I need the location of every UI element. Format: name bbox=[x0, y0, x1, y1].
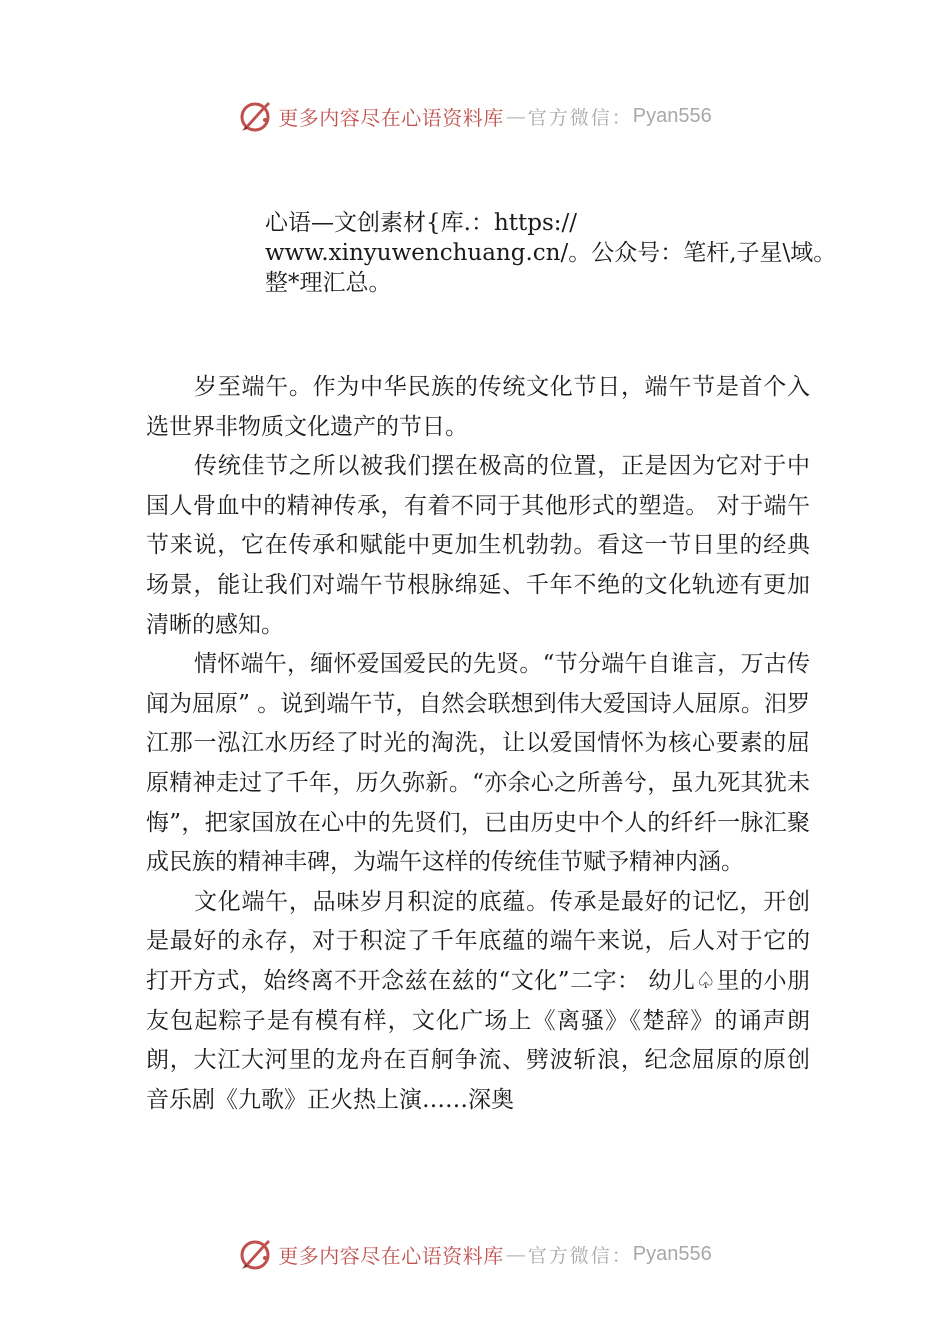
banner-wechat-label: 官方微信： bbox=[527, 106, 633, 129]
banner-slogan: 更多内容尽在心语资料库 bbox=[278, 1243, 504, 1268]
pen-logo-icon bbox=[238, 1236, 274, 1272]
paragraph-3: 情怀端午，缅怀爱国爱民的先贤。“节分端午自谁言，万古传闻为屈原” 。说到端午节，自然会联想到伟大爱国诗人屈原。汨罗江那一泓江水历经了时光的淘洗，让以爱国情怀为核心要素的屈原精神走过了千年，历久弥新。“亦余心之所善兮，虽九死其犹未悔”，把家国放在心中的先贤们，已由历史中个人的纤纤一脉汇聚成民族的精神丰碑，为端午这样的传统佳节赋予精神内涵。 bbox=[146, 651, 810, 876]
banner-wechat-label: 官方微信： bbox=[527, 1244, 633, 1267]
footer-banner bbox=[0, 1234, 950, 1274]
banner-wechat-id: Pyan556 bbox=[632, 1242, 712, 1265]
header-banner bbox=[0, 96, 950, 136]
source-note bbox=[265, 208, 865, 298]
paragraph-1: 岁至端午。作为中华民族的传统文化节日，端午节是首个入选世界非物质文化遗产的节日。 bbox=[146, 374, 810, 440]
banner-dash: — bbox=[505, 104, 526, 128]
pen-logo-icon bbox=[238, 98, 274, 134]
source-line-2: www.xinyuwenchuang.cn/。公众号：笔杆,子星\域。 bbox=[265, 240, 837, 266]
banner-slogan: 更多内容尽在心语资料库 bbox=[278, 105, 504, 130]
banner-dash: — bbox=[505, 1242, 526, 1266]
source-line-1: 心语—文创素材{库.：https:// bbox=[265, 210, 578, 236]
article-body bbox=[146, 368, 810, 1120]
source-line-3: 整*理汇总。 bbox=[265, 270, 392, 296]
banner-wechat-id: Pyan556 bbox=[632, 104, 712, 127]
paragraph-2: 传统佳节之所以被我们摆在极高的位置，正是因为它对于中国人骨血中的精神传承，有着不同于其他形式的塑造。 对于端午节来说，它在传承和赋能中更加生机勃勃。看这一节日里的经典场景，能让我们对端午节根脉绵延、千年不绝的文化轨迹有更加清晰的感知。 bbox=[146, 453, 810, 638]
paragraph-4: 文化端午，品味岁月积淀的底蕴。传承是最好的记忆，开创是最好的永存，对于积淀了千年底蕴的端午来说，后人对于它的打开方式，始终离不开念兹在兹的“文化”二字： 幼儿♤里的小朋友包起粽子是有模有样，文化广场上《离骚》《楚辞》的诵声朗朗，大江大河里的龙舟在百舸争流、劈波斩浪，纪念屈原的原创音乐剧《九歌》正火热上演……深奥 bbox=[146, 888, 810, 1113]
